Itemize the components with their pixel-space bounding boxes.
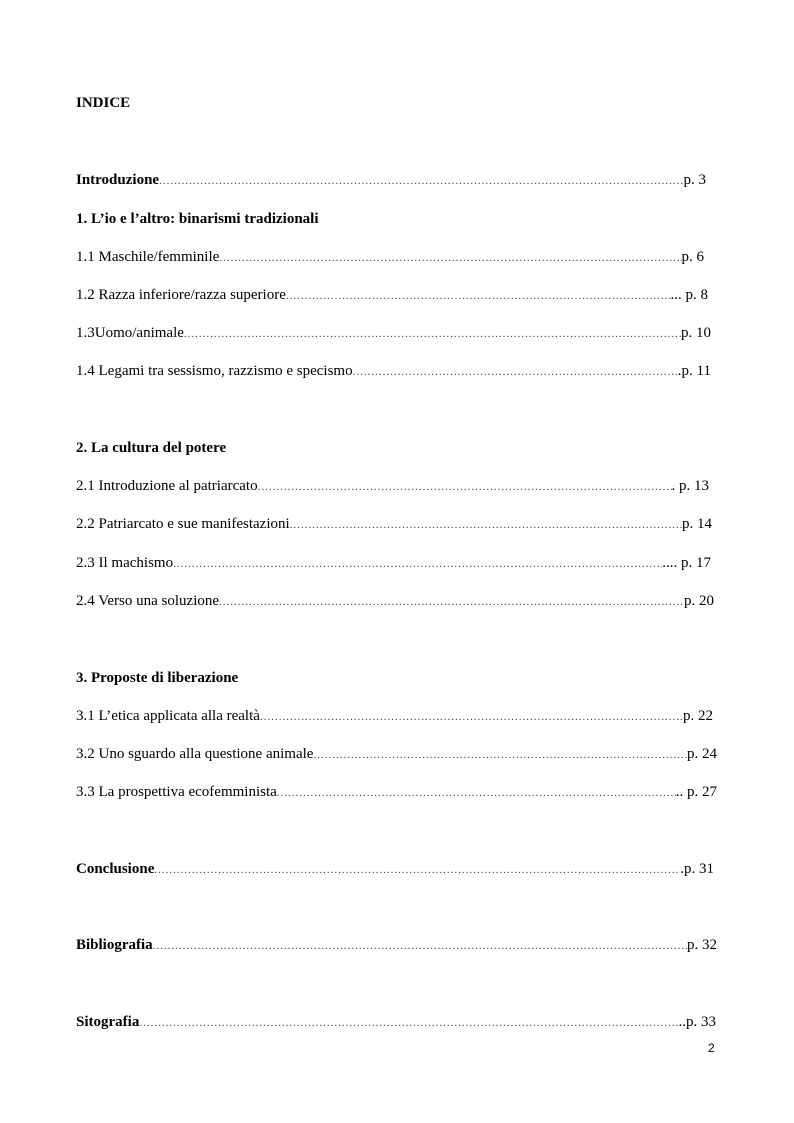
dot-leader [277,787,676,799]
entry-label: 3.3 La prospettiva ecofemminista [76,784,277,800]
entry-page: ... p. 8 [670,287,708,303]
entry-page: p. 32 [687,937,717,953]
entry-page: p. 10 [681,325,711,341]
entry-label: Bibliografia [76,937,153,953]
toc-entry-1-3 [76,325,711,342]
entry-label: 1.1 Maschile/femminile [76,249,220,265]
toc-entry-2-4 [76,593,714,610]
entry-page: p. 20 [684,593,714,609]
dot-leader [290,519,682,531]
entry-page: p. 22 [683,708,713,724]
toc-entry-2-1 [76,478,709,495]
dot-leader [153,940,687,952]
entry-label: 3.1 L’etica applicata alla realtà [76,708,260,724]
entry-page: .p. 31 [680,861,714,877]
entry-label: 2.4 Verso una soluzione [76,593,220,609]
entry-label: 1.4 Legami tra sessismo, razzismo e specismo [76,363,353,379]
entry-label: Introduzione [76,172,160,188]
entry-page: .p. 11 [677,363,711,379]
dot-leader [313,749,687,761]
toc-entry-3-1 [76,708,713,725]
toc-title: INDICE [76,95,131,111]
entry-label: Conclusione [76,861,155,877]
dot-leader [286,290,671,302]
entry-page: p. 3 [683,172,706,188]
entry-page: .. p. 27 [675,784,717,800]
entry-label: 3.2 Uno sguardo alla questione animale [76,746,314,762]
dot-leader [154,864,680,876]
toc-entry-introduzione [76,172,706,189]
dot-leader [173,558,662,570]
entry-page: ..p. 33 [678,1014,716,1030]
dot-leader [260,711,683,723]
entry-label: 2.1 Introduzione al patriarcato [76,478,258,494]
toc-entry-conclusione [76,861,714,878]
dot-leader [219,596,684,608]
entry-page: p. 14 [682,516,712,532]
dot-leader [219,252,681,264]
chapter-heading-3: 3. Proposte di liberazione [76,670,239,686]
toc-entry-sitografia [76,1014,716,1031]
entry-page: .... p. 17 [662,555,711,571]
toc-entry-3-3 [76,784,717,801]
entry-label: 2.3 Il machismo [76,555,174,571]
toc-entry-2-3 [76,555,711,572]
chapter-heading-2: 2. La cultura del potere [76,440,227,456]
dot-leader [184,328,681,340]
entry-label: 1.2 Razza inferiore/razza superiore [76,287,286,303]
entry-label: 1.3Uomo/animale [76,325,184,341]
toc-entry-bibliografia [76,937,717,954]
chapter-heading-1: 1. L’io e l’altro: binarismi tradizionali [76,211,319,227]
toc-entry-2-2 [76,516,712,533]
entry-label: 2.2 Patriarcato e sue manifestazioni [76,516,290,532]
dot-leader [353,366,678,378]
entry-page: p. 6 [681,249,704,265]
dot-leader [139,1017,678,1029]
toc-entry-1-1 [76,249,704,266]
page-number: 2 [708,1041,715,1055]
toc-entry-1-2 [76,287,708,304]
dot-leader [159,175,683,187]
toc-entry-1-4 [76,363,711,380]
entry-page: p. 24 [687,746,717,762]
dot-leader [258,481,672,493]
toc-entry-3-2 [76,746,717,763]
entry-page: . p. 13 [671,478,709,494]
entry-label: Sitografia [76,1014,140,1030]
